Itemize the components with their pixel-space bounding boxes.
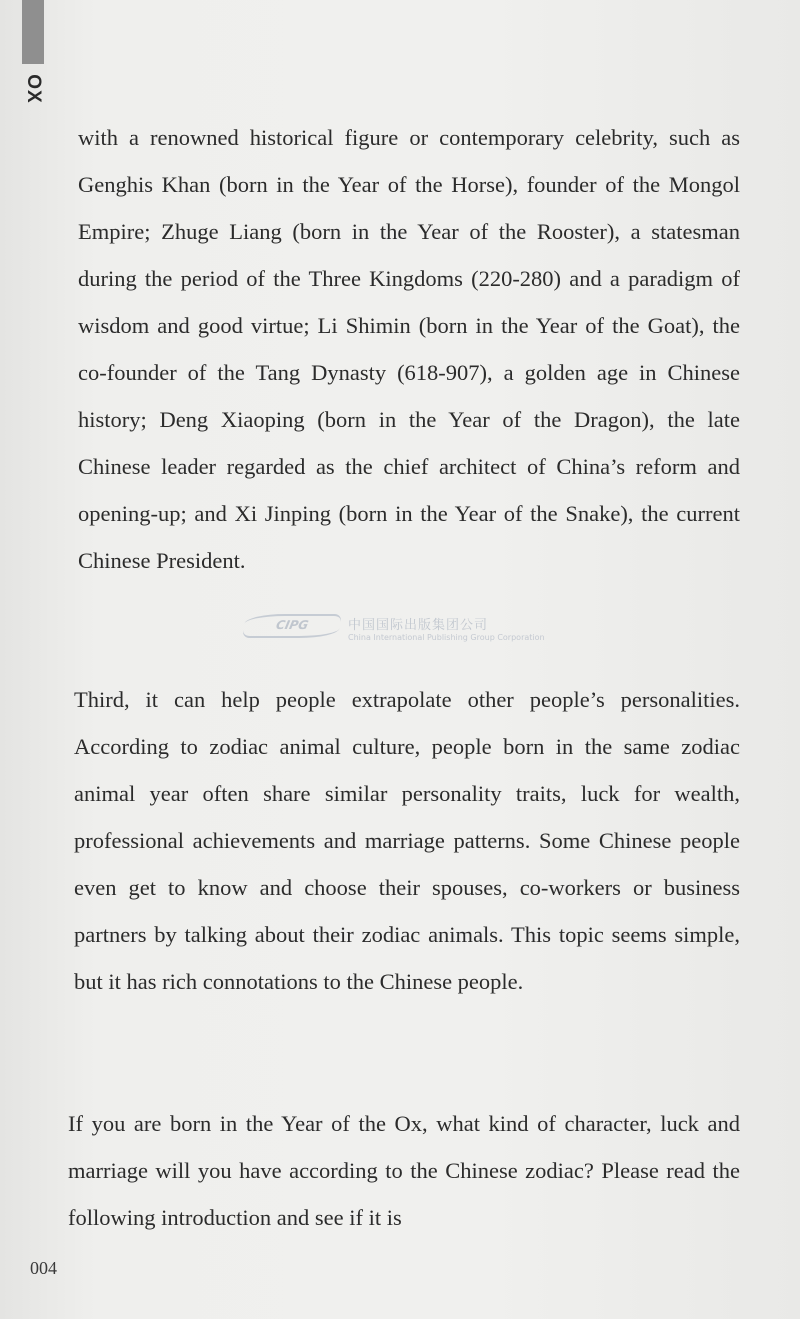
chapter-label: OX (23, 74, 44, 104)
page-number: 004 (30, 1258, 57, 1278)
watermark-name: 中国国际出版集团公司 (348, 618, 489, 633)
watermark-subtitle: China International Publishing Group Corporation (348, 633, 545, 642)
body-paragraph-2: Third, it can help people extrapolate other people’s personalities. According to zodiac animal culture, people born in the same zodiac animal year often share similar personality traits, luck for wealth, professional achievements and marriage patterns. Some Chinese people even get to know and choose their spouses, co-workers or business partners by talking about their zodiac animals. This topic seems simple, but it has rich connotations to the Chinese people. (74, 687, 740, 994)
chapter-tab-bar (22, 0, 44, 64)
body-paragraph-1: with a renowned historical figure or contemporary celebrity, such as Genghis Khan (born in the Year of the Horse), founder of the Mongol Empire; Zhuge Liang (born in the Year of the Rooster), a statesman during the period of the Three Kingdoms (220-280) and a paradigm of wisdom and good virtue; Li Shimin (born in the Year of the Goat), the co-founder of the Tang Dynasty (618-907), a golden age in Chinese history; Deng Xiaoping (born in the Year of the Dragon), the late Chinese leader regarded as the chief architect of China’s reform and opening-up; and Xi Jinping (born in the Year of the Snake), the current Chinese President. (78, 125, 740, 573)
watermark-logo: CIPG (241, 614, 342, 638)
body-paragraph-3: If you are born in the Year of the Ox, what kind of character, luck and marriage will you have according to the Chinese zodiac? Please read the following introduction and see if it is (68, 1111, 740, 1230)
publisher-watermark (244, 612, 554, 650)
